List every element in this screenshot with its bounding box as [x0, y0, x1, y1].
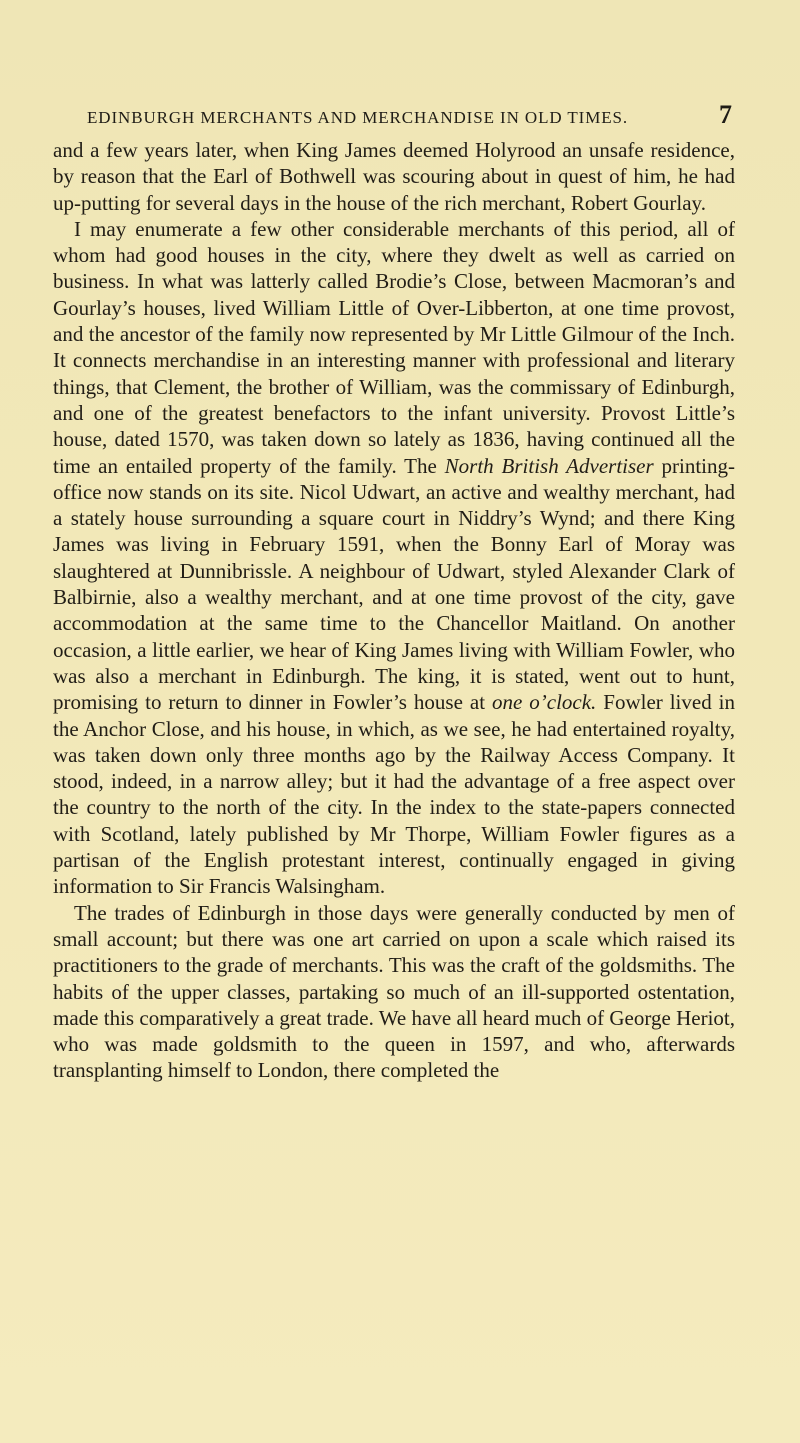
paragraph-2-text-b: printing-office now stands on its site. Nicol Udwart, an active and wealthy merchant, had a stately house surrounding a square court in Niddry’s Wynd; and there King James was living in February 1591, when the Bonny Earl of Moray was slaughtered at Dunnibrissle. A neighbour of Udwart, styled Alexander Clark of Balbirnie, also a wealthy merchant, and at one time provost of the city, gave accommodation at the same time to the Chancellor Maitland. On another occasion, a little earlier, we hear of King James living with William Fowler, who was also a merchant in Edinburgh. The king, it is stated, went out to hunt, promising to return to dinner in Fowler’s house at	[53, 453, 735, 715]
paragraph-2-text-a: I may enumerate a few other considerable merchants of this period, all of whom had good houses in the city, where they dwelt as well as carried on business. In what was latterly called Brodie’s Close, between Macmoran’s and Gourlay’s houses, lived William Little of Over-Libberton, at one time provost, and the ancestor of the family now represented by Mr Little Gilmour of the Inch. It connects merchandise in an interesting manner with professional and literary things, that Clement, the brother of William, was the commissary of Edinburgh, and one of the greatest benefactors to the infant university. Provost Little’s house, dated 1570, was taken down so lately as 1836, having continued all the time an entailed property of the family. The	[53, 216, 735, 478]
dinner-time: one o’clock.	[491, 690, 597, 715]
running-header	[55, 102, 740, 136]
paragraph-1	[53, 137, 735, 216]
running-title: EDINBURGH MERCHANTS AND MERCHANDISE IN OLD TIMES.	[87, 108, 629, 127]
page-number: 7	[719, 100, 732, 129]
newspaper-title: North British Advertiser	[444, 453, 654, 478]
paragraph-3-text: The trades of Edinburgh in those days were generally conducted by men of small account; but there was one art carried on upon a scale which raised its practitioners to the grade of merchants. This was the craft of the goldsmiths. The habits of the upper classes, partaking so much of an ill-supported ostentation, made this comparatively a great trade. We have all heard much of George Heriot, who was made goldsmith to the queen in 1597, and who, afterwards transplanting himself to London, there completed the	[53, 900, 735, 1083]
paragraph-2-text-c: Fowler lived in the Anchor Close, and his house, in which, as we see, he had entertained royalty, was taken down only three months ago by the Railway Access Company. It stood, indeed, in a narrow alley; but it had the advantage of a free aspect over the country to the north of the city. In the index to the state-papers connected with Scotland, lately published by Mr Thorpe, William Fowler figures as a partisan of the English protestant interest, continually engaged in giving information to Sir Francis Walsingham.	[53, 690, 735, 899]
paragraph-1-text: and a few years later, when King James deemed Holyrood an unsafe residence, by reason that the Earl of Bothwell was scouring about in quest of him, he had up-putting for several days in the house of the rich merchant, Robert Gourlay.	[53, 138, 735, 215]
paragraph-3	[53, 900, 735, 1084]
body-text	[53, 137, 735, 1237]
paragraph-2	[53, 216, 735, 900]
